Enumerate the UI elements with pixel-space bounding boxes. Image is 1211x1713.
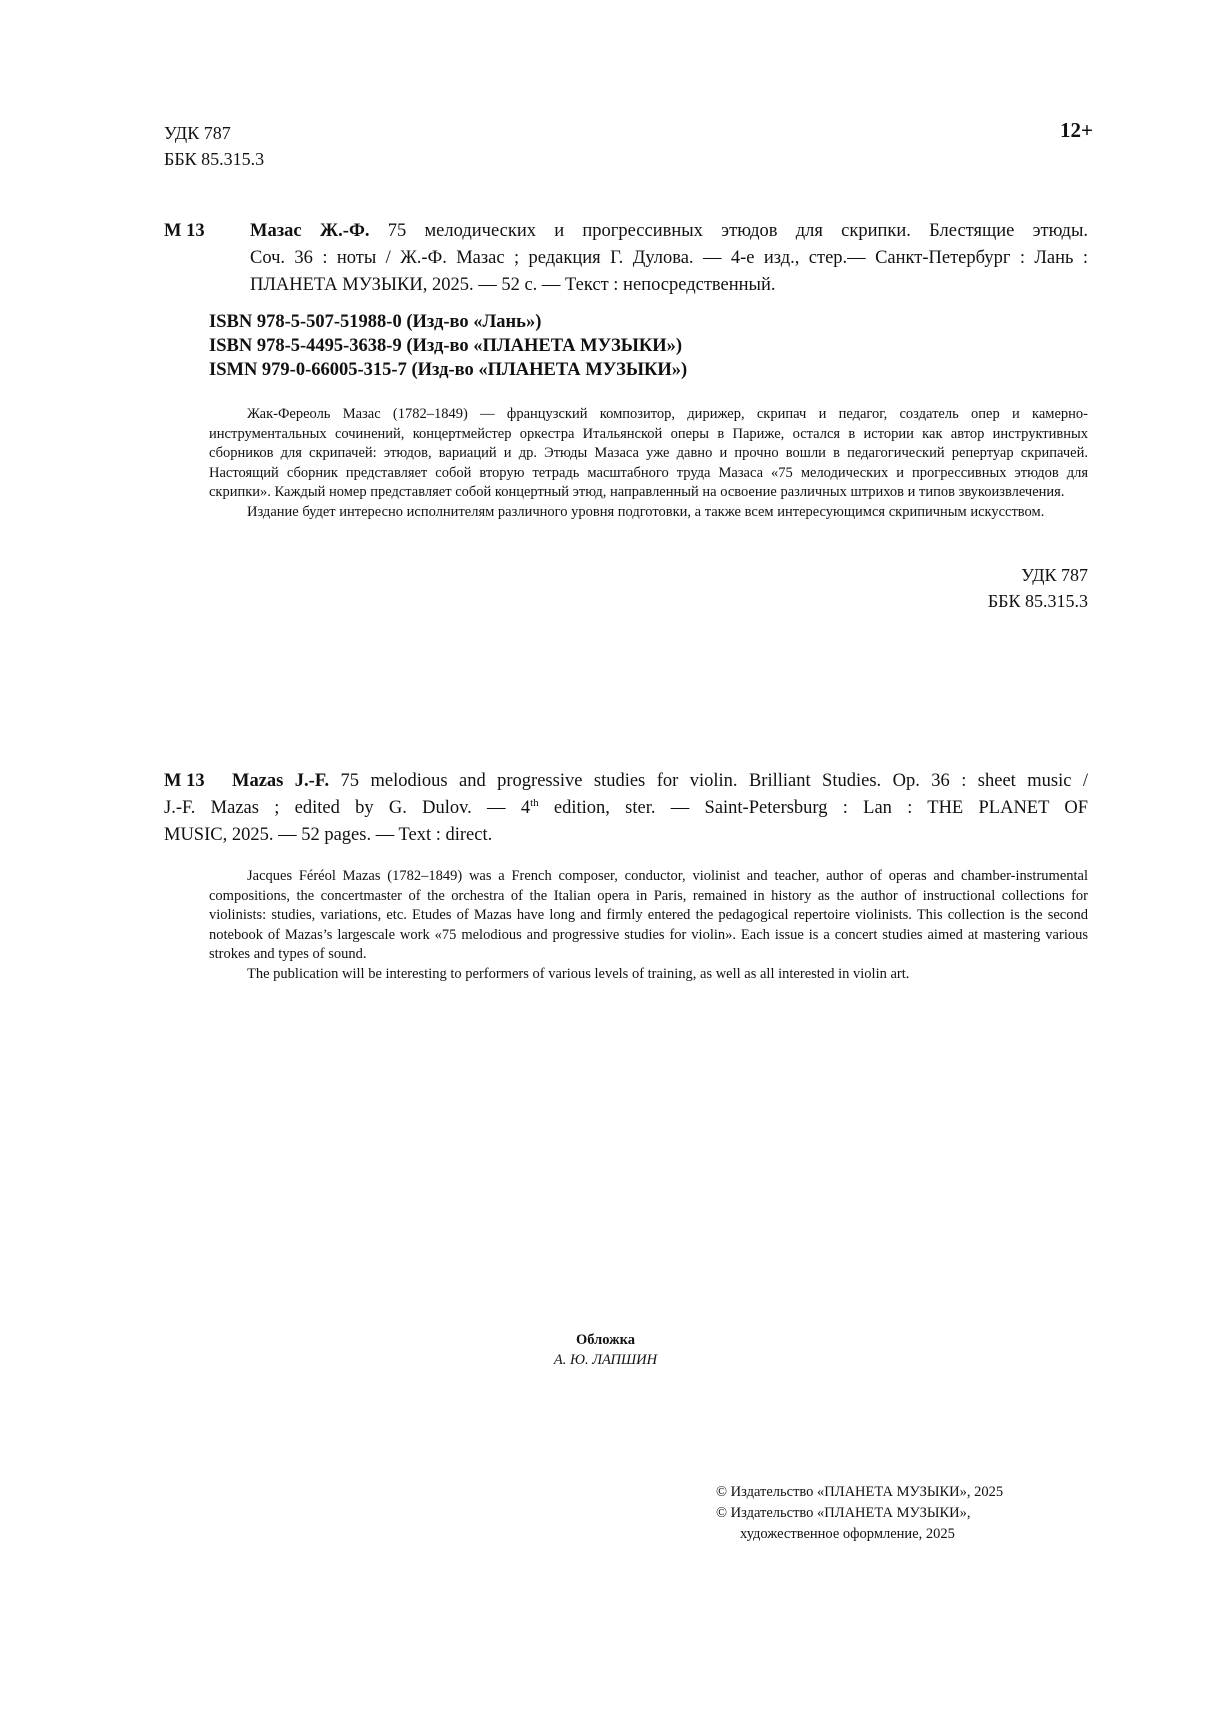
en-edition-suffix: th [530, 796, 539, 809]
cover-artist-name: А. Ю. ЛАПШИН [553, 1352, 658, 1368]
ru-entry-line-1 [164, 218, 1088, 245]
russian-abstract [209, 405, 1088, 522]
bbk-code: ББК 85.315.3 [164, 149, 265, 169]
english-abstract [209, 867, 1088, 984]
cover-credit [0, 1330, 1211, 1370]
english-bibliographic-entry [164, 768, 1088, 849]
copyright-notice [716, 1482, 1003, 1545]
ru-entry-line-3: ПЛАНЕТА МУЗЫКИ, 2025. — 52 с. — Текст : непосредственный. [250, 275, 776, 295]
isbn-lan: ISBN 978-5-507-51988-0 (Изд-во «Лань») [209, 312, 542, 332]
ismn-planet: ISMN 979-0-66005-315-7 (Изд-во «ПЛАНЕТА МУЗЫКИ») [209, 360, 688, 380]
bbk-code-right: ББК 85.315.3 [987, 591, 1088, 611]
udk-code-right: УДК 787 [1021, 565, 1088, 585]
en-title: 75 melodious and progressive studies for violin. Brilliant Studies. Op. 36 : sheet music / [340, 771, 1089, 791]
copyright-line-3: художественное оформление, 2025 [740, 1526, 955, 1542]
en-entry-line-1 [164, 768, 1088, 795]
en-author: Mazas J.-F. [232, 771, 330, 791]
en-entry-line-2 [164, 795, 1088, 822]
ru-abstract-paragraph-2: Издание будет интересно исполнителям различного уровня подготовки, а также всем интересующимся скрипичным искусством. [247, 503, 1045, 520]
udk-code: УДК 787 [164, 123, 231, 143]
en-entry-line-3: MUSIC, 2025. — 52 pages. — Text : direct. [164, 825, 493, 845]
russian-bibliographic-entry [164, 218, 1088, 299]
en-abstract-paragraph-1: Jacques Féréol Mazas (1782–1849) was a French composer, conductor, violinist and teacher, author of operas and chamber-instrumental compositions, the concertmaster of the orchestra of the Italian opera in Paris, remained in history as the author of instructional collections for violinists: studies, variations, etc. Etudes of Mazas have long and firmly entered the pedagogical repertoire violinists. This collection is the second notebook of Mazas’s largescale work «75 melodious and progressive studies for violin». Each issue is a concert studies aimed at mastering various strokes and types of sound. [209, 868, 1088, 962]
en-abstract-paragraph-2: The publication will be interesting to performers of various levels of training, as well as all interested in violin art. [247, 965, 910, 982]
age-rating: 12+ [1060, 118, 1093, 142]
ru-author-mark: М 13 [164, 221, 205, 241]
cover-credit-title: Обложка [575, 1332, 636, 1348]
en-line2-part-b: edition, ster. — Saint-Petersburg : Lan : THE PLANET OF [553, 798, 1088, 818]
isbn-planet: ISBN 978-5-4495-3638-9 (Изд-во «ПЛАНЕТА МУЗЫКИ») [209, 336, 683, 356]
ru-author: Мазас Ж.-Ф. [250, 221, 370, 241]
copyright-line-2: © Издательство «ПЛАНЕТА МУЗЫКИ», [716, 1505, 971, 1521]
top-classification [164, 120, 264, 172]
isbn-block [209, 310, 687, 382]
copyright-line-1: © Издательство «ПЛАНЕТА МУЗЫКИ», 2025 [716, 1484, 1004, 1500]
en-author-mark: M 13 [164, 771, 205, 791]
ru-title: 75 мелодических и прогрессивных этюдов для скрипки. Блестящие этюды. [387, 221, 1088, 241]
ru-abstract-paragraph-1: Жак-Фереоль Мазас (1782–1849) — французский композитор, дирижер, скрипач и педагог, создатель опер и камерно-инструментальных сочинений, концертмейстер оркестра Итальянской оперы в Париже, остался в истории как автор инструктивных сборников для скрипачей: этюдов, вариаций и др. Этюды Мазаса уже давно и прочно вошли в педагогический репертуар скрипачей. Настоящий сборник представляет собой вторую тетрадь масштабного труда Мазаса «75 мелодических и прогрессивных этюдов для скрипки». Каждый номер представляет собой концертный этюд, направленный на освоение различных штрихов и типов звукоизвлечения. [209, 406, 1088, 500]
right-classification [988, 562, 1088, 614]
en-line2-part-a: J.-F. Mazas ; edited by G. Dulov. — 4 [164, 798, 531, 818]
ru-entry-line-2: Соч. 36 : ноты / Ж.-Ф. Мазас ; редакция Г. Дулова. — 4-е изд., стер.— Санкт-Петербург : Лань : [250, 248, 1088, 268]
